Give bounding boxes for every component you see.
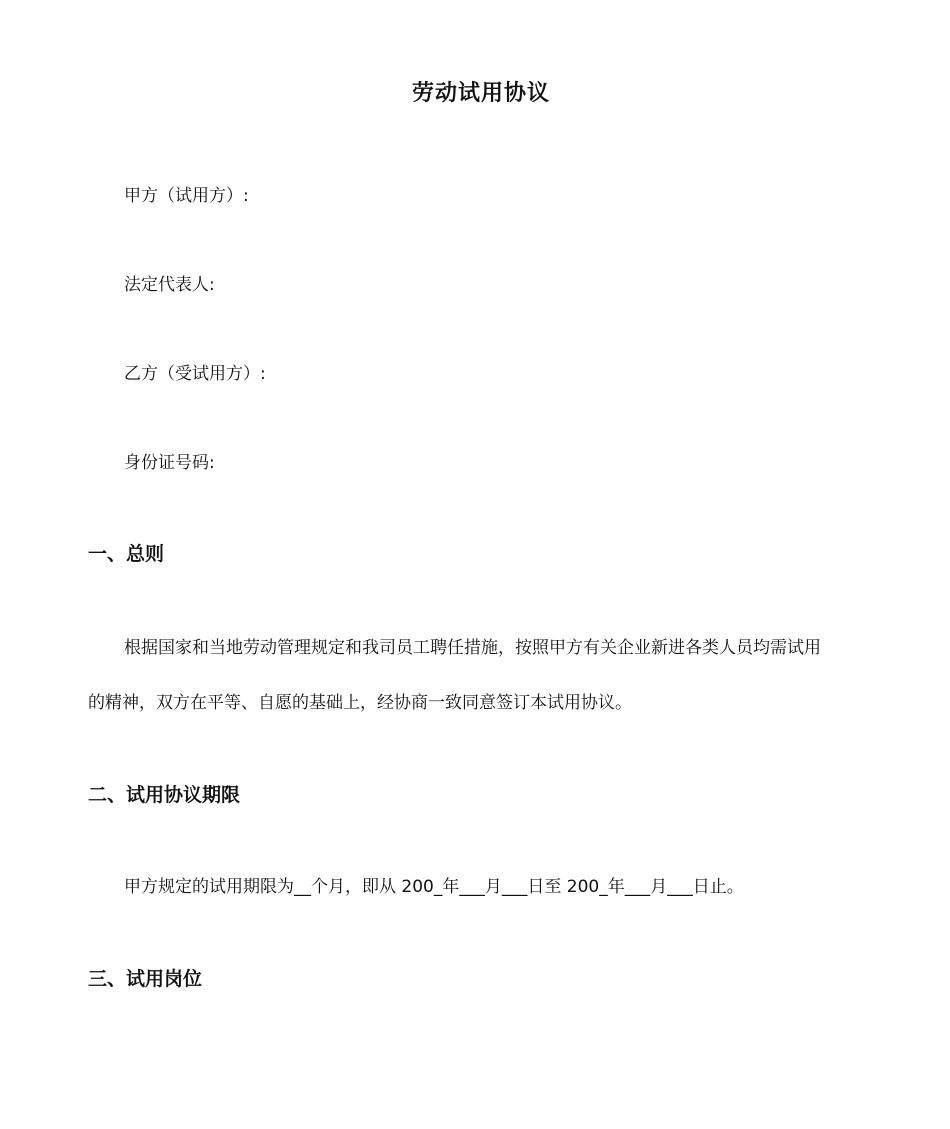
section-heading-trial-period: 二、试用协议期限 bbox=[88, 784, 241, 806]
general-paragraph-line-2: 的精神，双方在平等、自愿的基础上，经协商一致同意签订本试用协议。 bbox=[88, 693, 632, 713]
party-b-field: 乙方（受试用方）: bbox=[124, 364, 266, 384]
legal-representative-field: 法定代表人: bbox=[124, 275, 215, 295]
id-number-field: 身份证号码: bbox=[124, 453, 215, 473]
document-title: 劳动试用协议 bbox=[411, 81, 550, 106]
section-heading-trial-position: 三、试用岗位 bbox=[88, 968, 203, 990]
trial-period-paragraph: 甲方规定的试用期限为__个月，即从 200_年___月___日至 200_年___月___日止。 bbox=[124, 877, 744, 897]
section-heading-general: 一、总则 bbox=[88, 543, 165, 565]
party-a-field: 甲方（试用方）: bbox=[124, 186, 249, 206]
general-paragraph-line-1: 根据国家和当地劳动管理规定和我司员工聘任措施，按照甲方有关企业新进各类人员均需试用 bbox=[124, 638, 821, 658]
